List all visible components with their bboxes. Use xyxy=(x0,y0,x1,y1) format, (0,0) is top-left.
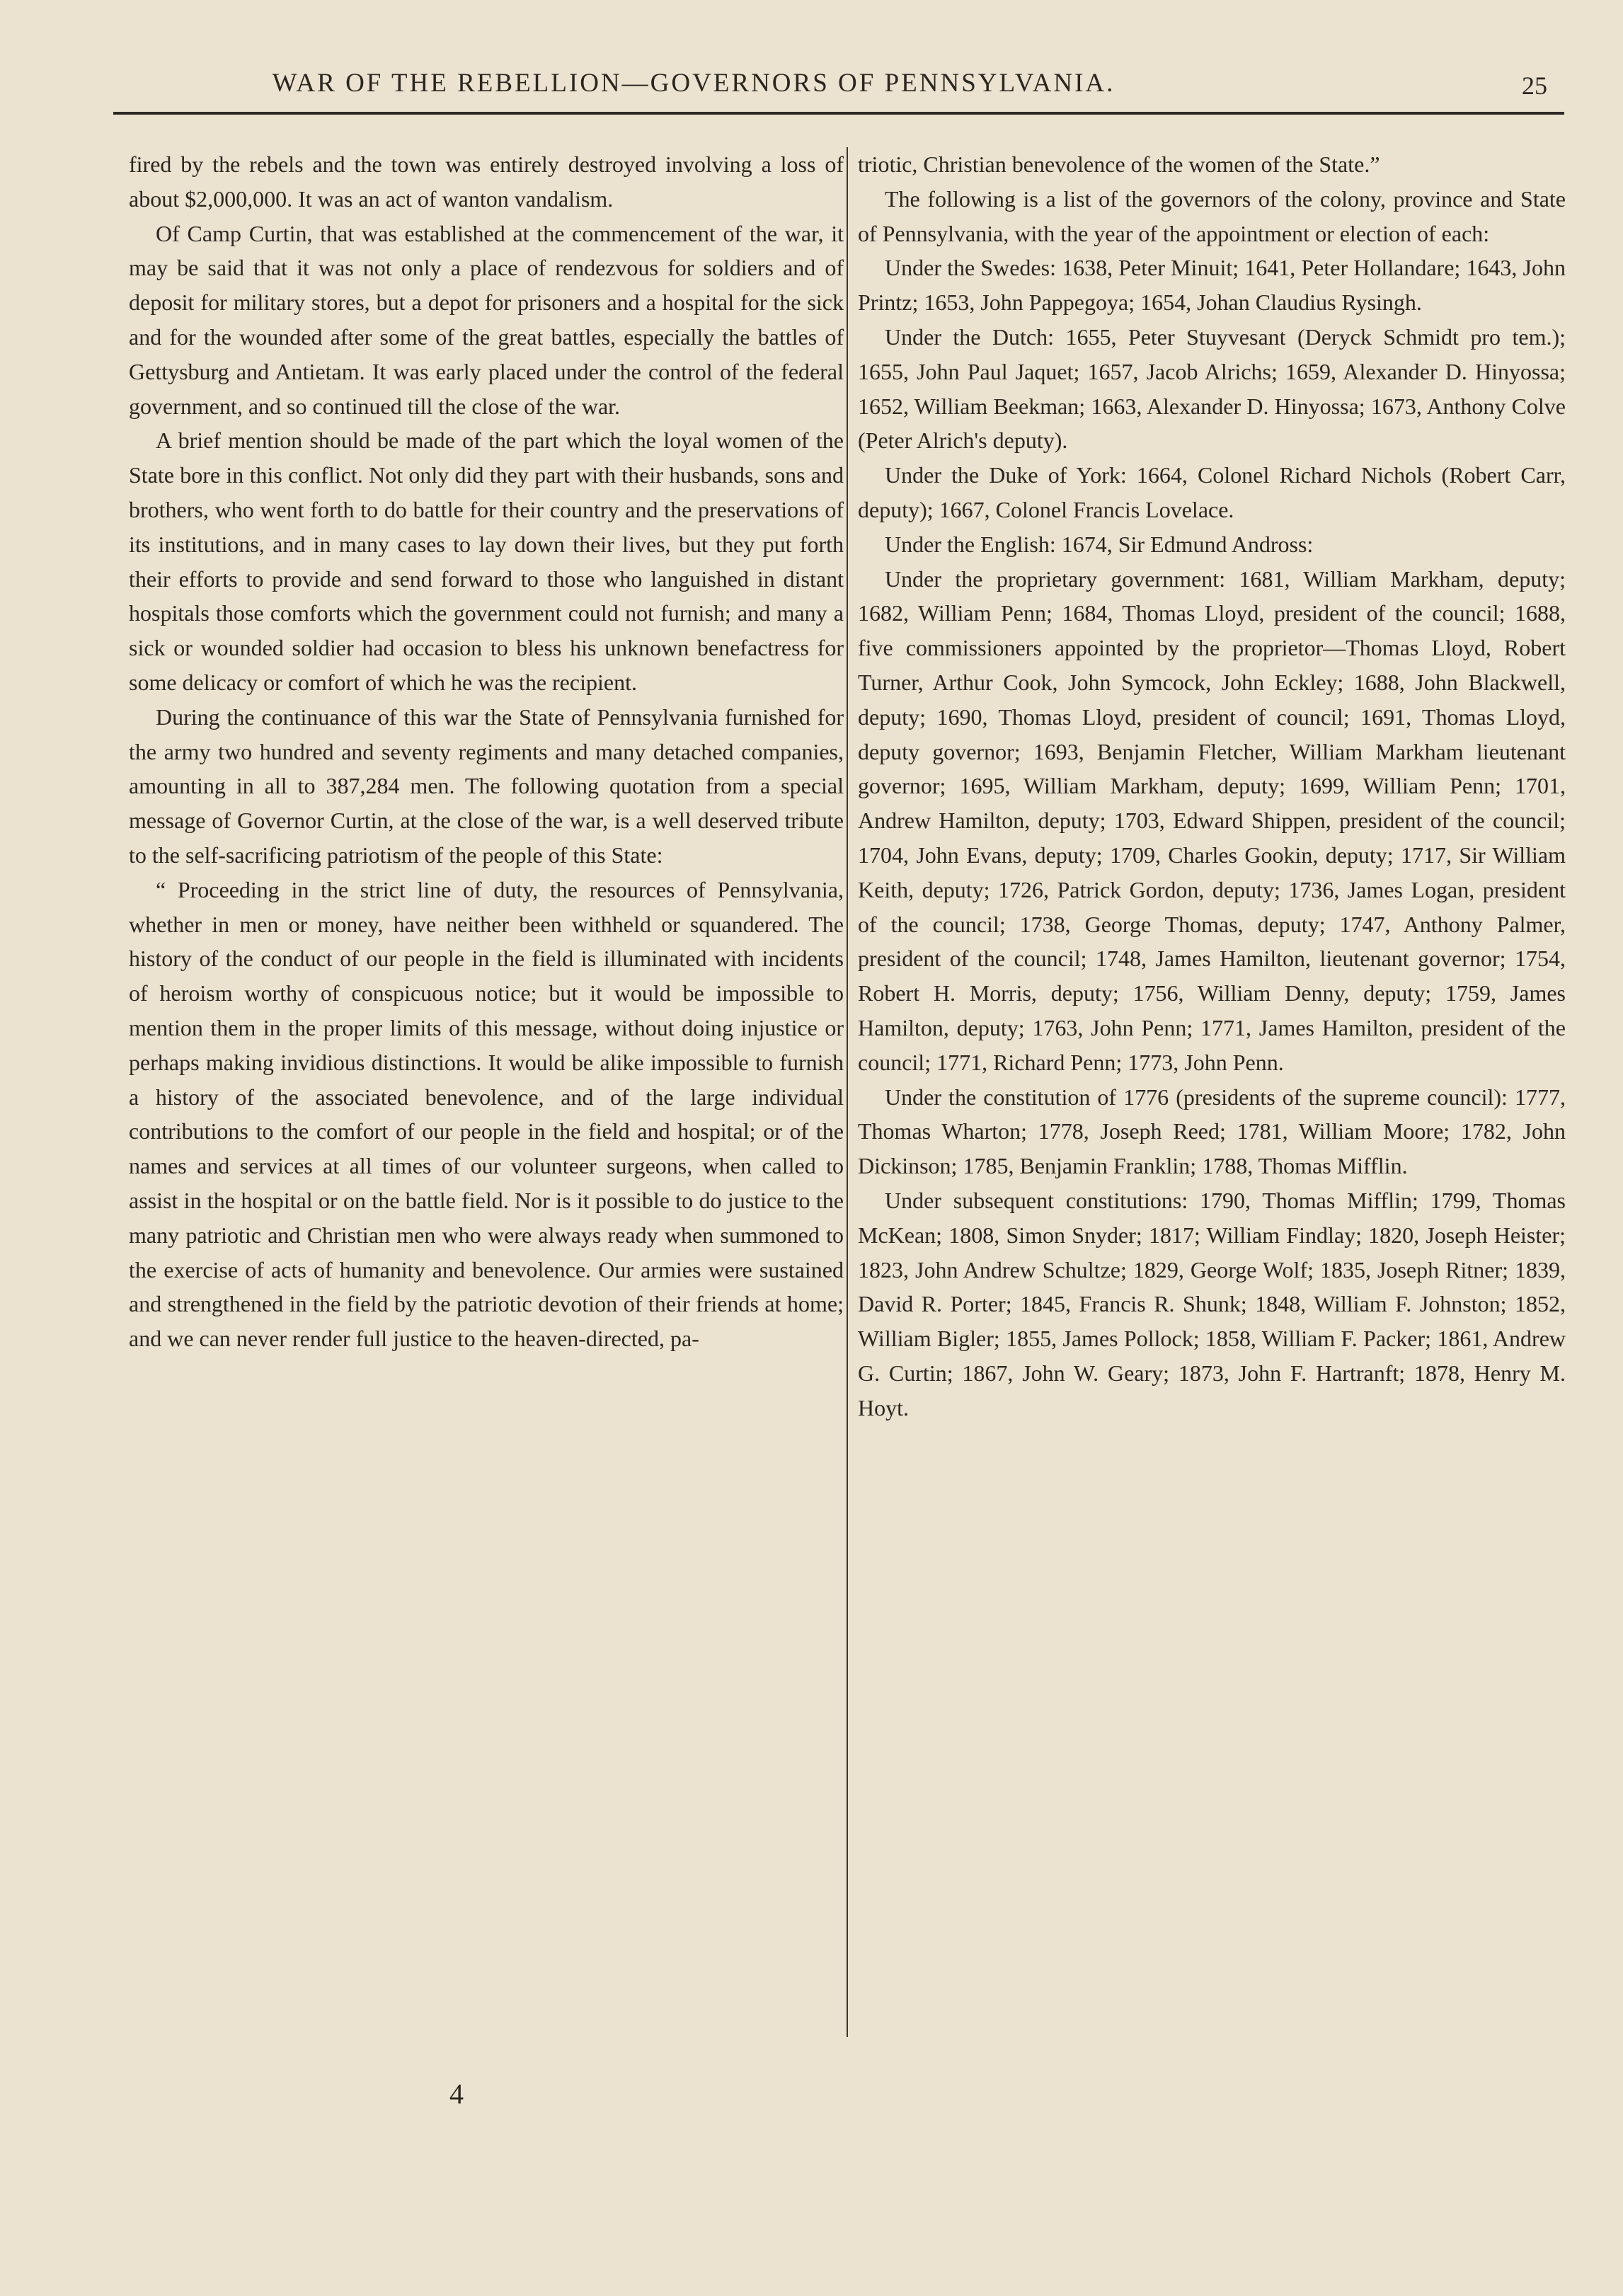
quotation-paragraph: “ Proceeding in the strict line of duty, the resources of Pennsylvania, whether in men or money, have neither been withheld or squandered. The history of the conduct of our people in the field is illuminated with incidents of heroism worthy of conspicuous notice; but it would be impossible to mention them in the proper limits of this message, without doing injustice or perhaps making invidious distinctions. It would be alike impossible to furnish a history of the associated benevolence, and of the large individual contributions to the comfort of our people in the field and hospital; or of the names and services at all times of our volunteer surgeons, when called to assist in the hospital or on the battle field. Nor is it possible to do justice to the many patriotic and Christian men who were always ready when summoned to the exercise of acts of humanity and benevolence. Our armies were sustained and strengthened in the field by the patriotic devotion of their friends at home; and we can never render full justice to the heaven-directed, pa- xyxy=(129,876,844,1352)
governors-proprietary: Under the proprietary government: 1681, William Markham, deputy; 1682, William Penn; 1684, Thomas Lloyd, president of the council; 1688, five commissioners appointed by the proprietor—Thomas Lloyd, Robert Turner, Arthur Cook, John Symcock, John Eckley; 1688, John Blackwell, deputy; 1690, Thomas Lloyd, president of council; 1691, Thomas Lloyd, deputy governor; 1693, Benjamin Fletcher, William Markham lieutenant governor; 1695, William Markham, deputy; 1699, William Penn; 1701, Andrew Hamilton, deputy; 1703, Edward Shippen, president of the council; 1704, John Evans, deputy; 1709, Charles Gookin, deputy; 1717, Sir William Keith, deputy; 1726, Patrick Gordon, deputy; 1736, James Logan, president of the council; 1738, George Thomas, deputy; 1747, Anthony Palmer, president of the council; 1748, James Hamilton, lieutenant governor; 1754, Robert H. Morris, deputy; 1756, William Denny, deputy; 1759, James Hamilton, deputy; 1763, John Penn; 1771, James Hamilton, president of the council; 1771, Richard Penn; 1773, John Penn. xyxy=(858,566,1566,1075)
paragraph: fired by the rebels and the town was entirely destroyed involving a loss of about $2,000,000. It was an act of wanton vandalism. xyxy=(129,151,844,212)
right-column xyxy=(858,147,1566,1425)
governors-dutch: Under the Dutch: 1655, Peter Stuyvesant (Deryck Schmidt pro tem.); 1655, John Paul Jaquet; 1657, Jacob Alrichs; 1659, Alexander D. Hinyossa; 1652, William Beekman; 1663, Alexander D. Hinyossa; 1673, Anthony Colve (Peter Alrich's deputy). xyxy=(858,323,1566,454)
running-header-title: WAR OF THE REBELLION—GOVERNORS OF PENNSYLVANIA. xyxy=(272,69,1116,98)
signature-mark: 4 xyxy=(449,2078,464,2110)
paragraph: During the continuance of this war the State of Pennsylvania furnished for the army two hundred and seventy regiments and many detached companies, amounting in all to 387,284 men. The following quotation from a special message of Governor Curtin, at the close of the war, is a well deserved tribute to the self-sacrificing patriotism of the people of this State: xyxy=(129,704,844,868)
page-number: 25 xyxy=(1522,71,1547,100)
governors-constitution-1776: Under the constitution of 1776 (presidents of the supreme council): 1777, Thomas Wharton; 1778, Joseph Reed; 1781, William Moore; 1782, John Dickinson; 1785, Benjamin Franklin; 1788, Thomas Mifflin. xyxy=(858,1084,1566,1179)
paragraph: The following is a list of the governors of the colony, province and State of Pennsylvania, with the year of the appointment or election of each: xyxy=(858,185,1566,246)
left-column xyxy=(129,147,844,1356)
governors-subsequent: Under subsequent constitutions: 1790, Thomas Mifflin; 1799, Thomas McKean; 1808, Simon Snyder; 1817; William Findlay; 1820, Joseph Heister; 1823, John Andrew Schultze; 1829, George Wolf; 1835, Joseph Ritner; 1839, David R. Porter; 1845, Francis R. Shunk; 1848, William F. Johnston; 1852, William Bigler; 1855, James Pollock; 1858, William F. Packer; 1861, Andrew G. Curtin; 1867, John W. Geary; 1873, John F. Hartranft; 1878, Henry M. Hoyt. xyxy=(858,1187,1566,1420)
paragraph: Of Camp Curtin, that was established at the commencement of the war, it may be said that it was not only a place of rendezvous for soldiers and of deposit for military stores, but a depot for prisoners and a hospital for the sick and for the wounded after some of the great battles, especially the battles of Gettysburg and Antietam. It was early placed under the control of the federal government, and so continued till the close of the war. xyxy=(129,220,844,419)
governors-english: Under the English: 1674, Sir Edmund Andross: xyxy=(885,531,1314,557)
header-rule xyxy=(113,112,1564,115)
column-divider xyxy=(847,147,848,2037)
paragraph: A brief mention should be made of the part which the loyal women of the State bore in this conflict. Not only did they part with their husbands, sons and brothers, who went forth to do battle for their country and the preservations of its institutions, and in many cases to lay down their lives, but they put forth their efforts to provide and send forward to those who languished in distant hospitals those comforts which the government could not furnish; and many a sick or wounded soldier had occasion to bless his unknown benefactress for some delicacy or comfort of which he was the recipient. xyxy=(129,427,844,695)
governors-duke-of-york: Under the Duke of York: 1664, Colonel Richard Nichols (Robert Carr, deputy); 1667, Colonel Francis Lovelace. xyxy=(858,462,1566,522)
governors-swedes: Under the Swedes: 1638, Peter Minuit; 1641, Peter Hollandare; 1643, John Printz; 1653, John Pappegoya; 1654, Johan Claudius Rysingh. xyxy=(858,255,1566,316)
quotation-continuation: triotic, Christian benevolence of the women of the State.” xyxy=(858,151,1380,177)
